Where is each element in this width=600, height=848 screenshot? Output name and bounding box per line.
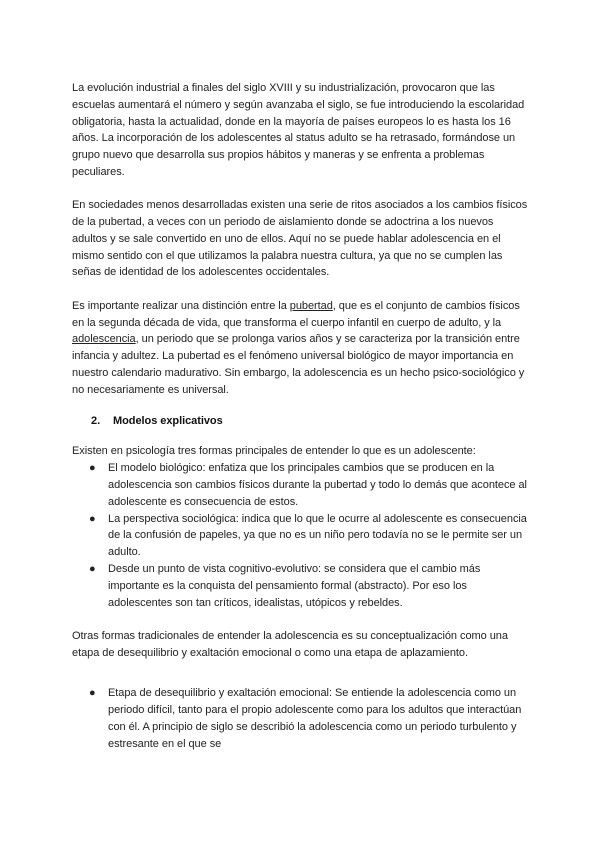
section-number: 2. [91,414,101,427]
list-item-text: Desde un punto de vista cognitivo-evolutivo: se considera que el cambio más importante es la conquista del pensamiento formal (abstracto). Por eso los adolescentes son tan críticos, idealistas, utópicos y rebeldes. [108,562,481,609]
section-title: Modelos explicativos [113,414,223,427]
bullet-icon: ● [89,687,96,700]
list-item [72,685,528,752]
bullet-icon: ● [89,512,96,525]
spacer [72,661,528,685]
document-page [72,80,528,753]
spacer [72,611,528,628]
list-item-text: Etapa de desequilibrio y exaltación emocional: Se entiende la adolescencia como un periodo difícil, tanto para el propio adolescente como para los adultos que interactúan con él. A principio de siglo se describió la adolescencia como un periodo turbulento y estresante en el que se [108,687,522,750]
distinction-text-2: , que es el conjunto de cambios físicos en la segunda década de vida, que transforma el cuerpo infantil en cuerpo de adulto, y la [72,299,520,329]
paragraph-models-intro: Existen en psicología tres formas principales de entender lo que es un adolescente: [72,445,476,458]
paragraph-industrialization: La evolución industrial a finales del siglo XVIII y su industrialización, provocaron que las escuelas aumentará el número y según avanzaba el siglo, se fue introduciendo la escolaridad obligatoria, hasta la actualidad, donde en la mayoría de países europeos lo es hasta los 16 años. La incorporación de los adolescentes al status adulto se ha retrasado, formándose un grupo nuevo que desarrolla sus propios hábitos y maneras y se enfrenta a problemas peculiares. [72,82,525,178]
section-heading [72,413,528,430]
list-item [72,511,528,561]
term-adolescencia: adolescencia [72,333,136,346]
bullet-icon: ● [89,462,96,475]
distinction-text-3: , un periodo que se prolonga varios años y se caracteriza por la transición entre infancia y adultez. La pubertad es el fenómeno universal biológico de mayor importancia en nuestro calendario madurativo. Sin embargo, la adolescencia es un hecho psico-sociológico y no necesariamente es universal. [72,333,525,396]
paragraph-other-forms: Otras formas tradicionales de entender la adolescencia es su conceptualización como una etapa de desequilibrio y exaltación emocional o como una etapa de aplazamiento. [72,629,508,659]
list-item [72,561,528,611]
list-item-text: El modelo biológico: enfatiza que los principales cambios que se producen en la adolescencia son cambios físicos durante la pubertad y todo lo demás que acontece al adolescente es consecuencia de estos. [108,462,527,508]
paragraph-rites: En sociedades menos desarrolladas existen una serie de ritos asociados a los cambios físicos de la pubertad, a veces con un periodo de aislamiento donde se adoctrina a los nuevos adultos y se sale convertido en uno de ellos. Aquí no se puede hablar adolescencia en el mismo sentido con el que utilizamos la palabra nuestra cultura, ya que no se cumplen las señas de identidad de los adolescentes occidentales. [72,199,528,279]
list-item-text: La perspectiva sociológica: indica que lo que le ocurre al adolescente es consecuencia de la confusión de papeles, ya que no es un niño pero todavía no se le permite ser un adulto. [108,512,527,559]
list-item [72,460,528,510]
stages-list [72,685,528,752]
term-pubertad: pubertad [289,299,333,312]
distinction-text-1: Es importante realizar una distinción entre la [72,299,290,312]
bullet-icon: ● [89,562,96,575]
models-list [72,460,528,611]
paragraph-distinction [72,298,528,399]
